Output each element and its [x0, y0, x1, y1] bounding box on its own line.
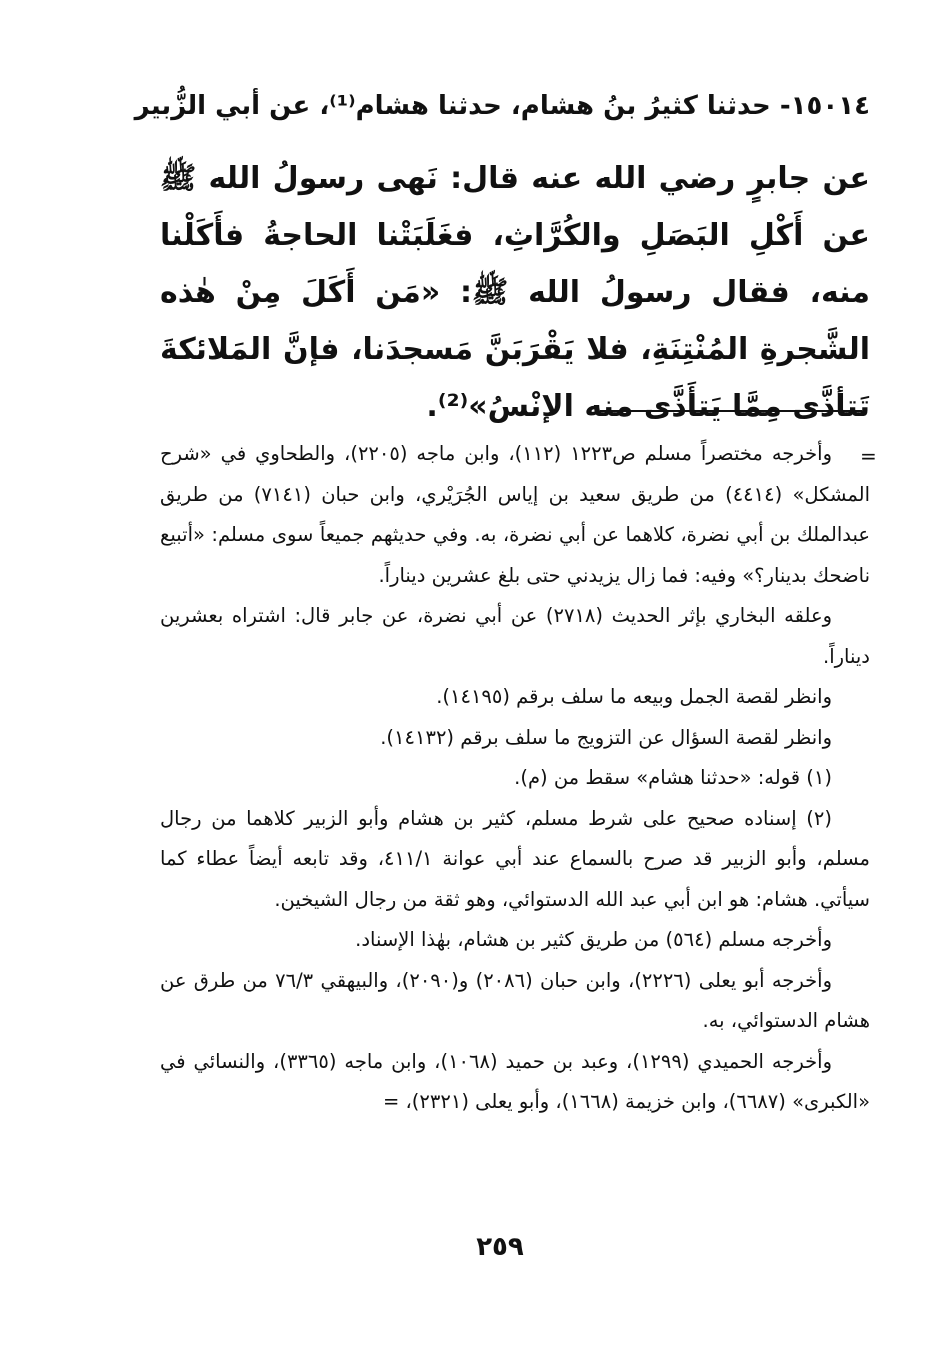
footnote-1: (١) قوله: «حدثنا هشام» سقط من (م).: [514, 766, 832, 789]
footnotes-section: [160, 434, 870, 1123]
footnote-2: (٢) إسناده صحيح على شرط مسلم، كثير بن هشام وأبو الزبير كلاهما من رجال مسلم، وأبو الزبير قد صرح بالسماع عند أبي عوانة ٤١١/١، وقد تابعه أيضاً عطاء كما سيأتي. هشام: هو ابن أبي عبد الله الدستوائي، وهو ثقة من رجال الشيخين.: [160, 806, 870, 911]
page-number: ٢٥٩: [476, 1232, 524, 1262]
footnote-paragraph: وأخرجه الحميدي (١٢٩٩)، وعبد بن حميد (١٠٦٨)، وابن ماجه (٣٣٦٥)، والنسائي في «الكبرى» (٦٦٨٧)، وابن خزيمة (١٦٦٨)، وأبو يعلى (٢٣٢١)، =: [160, 1049, 870, 1113]
hadith-header: ١٥٠١٤- حدثنا كثيرُ بنُ هشام، حدثنا هشام⁽¹⁾، عن أبي الزُّبير: [134, 91, 870, 121]
footnote-divider: [600, 410, 862, 412]
footnote-paragraph: وعلقه البخاري بإثر الحديث (٢٧١٨) عن أبي نضرة، عن جابر قال: اشتراه بعشرين ديناراً.: [160, 604, 870, 668]
footnote-paragraph: وأخرجه مختصراً مسلم ص١٢٢٣ (١١٢)، وابن ماجه (٢٢٠٥)، والطحاوي في «شرح المشكل» (٤٤١٤) من طريق سعيد بن إياس الجُرَيْري، وابن حبان (٧١٤١) من طريق عبدالملك بن أبي نضرة، كلاهما عن أبي نضرة، به. وفي حديثهم جميعاً سوى مسلم: «أتبيع ناضحك بدينار؟» وفيه: فما زال يزيدني حتى بلغ عشرين ديناراً.: [160, 442, 870, 587]
footnote-paragraph: وأخرجه أبو يعلى (٢٢٢٦)، وابن حبان (٢٠٨٦) و(٢٠٩٠)، والبيهقي ٧٦/٣ من طرق عن هشام الدستوائي، به.: [160, 968, 870, 1032]
footnote-paragraph: وانظر لقصة السؤال عن التزويج ما سلف برقم (١٤١٣٢).: [380, 725, 832, 749]
continuation-mark: =: [860, 444, 877, 468]
hadith-body: عن جابرٍ رضي الله عنه قال: نَهى رسولُ الله ﷺ عن أَكْلِ البَصَلِ والكُرَّاثِ، فغَلَبَتْنا الحاجةُ فأَكَلْنا منه، فقال رسولُ الله ﷺ: «مَن أَكَلَ مِنْ هٰذه الشَّجرةِ المُنْتِنَةِ، فلا يَقْرَبَنَّ مَسجدَنا، فإنَّ المَلائكةَ تَتأذَّى مِمَّا يَتأَذَّى منه الإنْسُ»⁽²⁾.: [160, 161, 870, 424]
footnote-paragraph: وانظر لقصة الجمل وبيعه ما سلف برقم (١٤١٩٥).: [436, 685, 832, 708]
footnote-paragraph: وأخرجه مسلم (٥٦٤) من طريق كثير بن هشام، بهٰذا الإسناد.: [355, 928, 832, 951]
